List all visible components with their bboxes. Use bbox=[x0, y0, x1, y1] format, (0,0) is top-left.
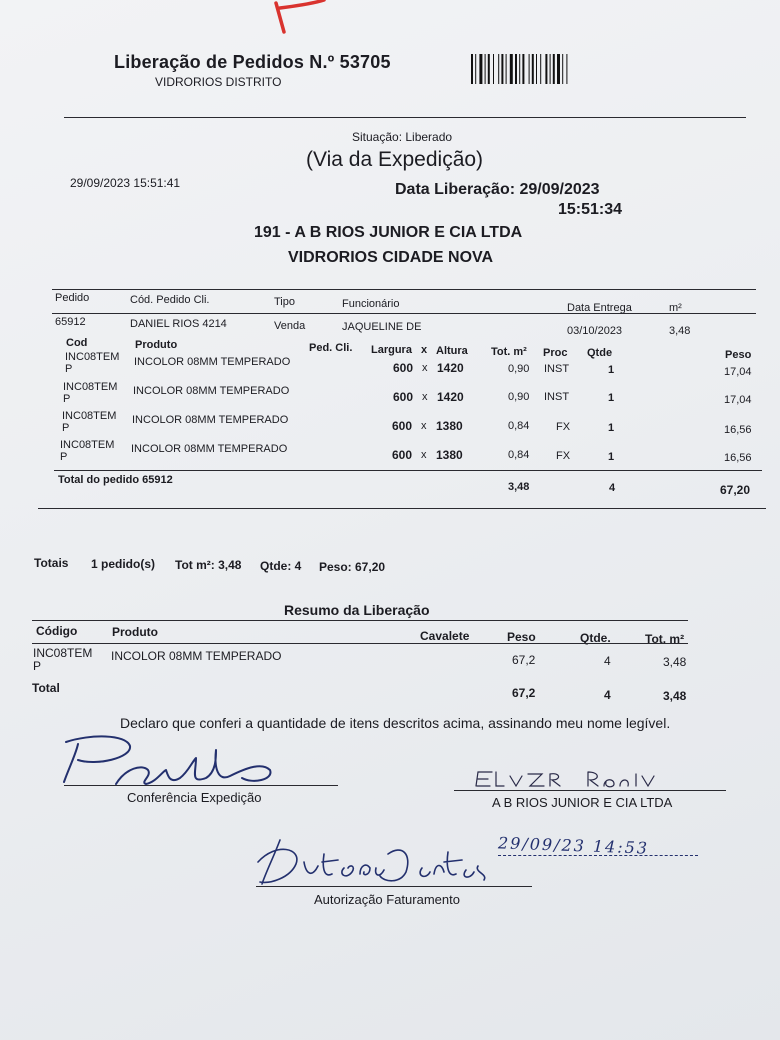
row-cod-line2: P bbox=[60, 451, 68, 463]
row-tot-m2: 0,90 bbox=[508, 391, 530, 403]
via-label: (Via da Expedição) bbox=[306, 148, 484, 171]
signature-conferencia bbox=[56, 732, 286, 790]
signature-empresa bbox=[470, 766, 660, 792]
barcode-bar bbox=[566, 54, 567, 84]
col-peso: Peso bbox=[725, 349, 752, 361]
row-cod-line1: INC08TEM bbox=[63, 381, 118, 393]
col-altura: Altura bbox=[436, 345, 468, 357]
summary-row-codigo bbox=[33, 647, 92, 673]
col-qtde: Qtde bbox=[587, 347, 613, 359]
barcode-bar bbox=[545, 54, 547, 84]
col-m2: m² bbox=[669, 302, 682, 314]
row-cod-line1: INC08TEM bbox=[62, 410, 117, 422]
barcode-bar bbox=[515, 54, 517, 84]
col-tipo: Tipo bbox=[274, 296, 295, 308]
summary-col-tot-m2: Tot. m² bbox=[645, 632, 685, 646]
row-qtde: 1 bbox=[608, 451, 615, 463]
barcode-bar bbox=[519, 54, 520, 84]
barcode-bar bbox=[475, 54, 476, 84]
row-qtde: 1 bbox=[608, 422, 615, 434]
row-x: x bbox=[422, 391, 428, 403]
row-largura: 600 bbox=[392, 419, 413, 433]
col-cod-pedido-cli: Cód. Pedido Cli. bbox=[130, 294, 210, 306]
row-peso: 16,56 bbox=[724, 452, 752, 464]
signature-autorizacao bbox=[252, 832, 492, 892]
signature-label-empresa: A B RIOS JUNIOR E CIA LTDA bbox=[492, 795, 673, 810]
signature-line bbox=[454, 790, 726, 791]
order-total-m2: 3,48 bbox=[508, 481, 530, 493]
row-cod-line1: INC08TEM bbox=[65, 351, 120, 363]
barcode-bar bbox=[485, 54, 486, 84]
col-ped-cli: Ped. Cli. bbox=[309, 342, 353, 354]
divider bbox=[64, 117, 746, 118]
row-altura: 1380 bbox=[436, 419, 463, 433]
barcode-bar bbox=[557, 54, 560, 84]
col-tot-m2: Tot. m² bbox=[491, 346, 527, 358]
divider bbox=[52, 313, 756, 314]
row-largura: 600 bbox=[393, 361, 414, 375]
row-tot-m2: 0,84 bbox=[508, 449, 530, 461]
store-name: VIDRORIOS CIDADE NOVA bbox=[288, 249, 494, 266]
row-tot-m2: 0,90 bbox=[508, 363, 530, 375]
signature-label-autorizacao: Autorização Faturamento bbox=[314, 892, 460, 907]
row-qtde: 1 bbox=[608, 392, 615, 404]
summary-col-cavalete: Cavalete bbox=[420, 629, 470, 643]
summary-row-peso: 67,2 bbox=[512, 653, 536, 667]
red-pen-mark bbox=[262, 0, 342, 40]
signature-line bbox=[256, 886, 532, 887]
summary-row-produto: INCOLOR 08MM TEMPERADO bbox=[111, 649, 282, 663]
totals-qtde: Qtde: 4 bbox=[260, 559, 302, 573]
summary-total-qtde: 4 bbox=[604, 688, 611, 702]
order-delivery-date: 03/10/2023 bbox=[567, 325, 623, 337]
release-date: Data Liberação: 29/09/2023 bbox=[395, 181, 600, 198]
barcode-bar bbox=[562, 54, 563, 84]
row-tot-m2: 0,84 bbox=[508, 420, 530, 432]
barcode-bar bbox=[553, 54, 555, 84]
summary-total-peso: 67,2 bbox=[512, 686, 536, 700]
row-cod bbox=[65, 351, 119, 375]
order-total-qtde: 4 bbox=[609, 482, 616, 494]
signature-label-conferencia: Conferência Expedição bbox=[127, 790, 262, 805]
barcode-bar bbox=[501, 54, 503, 84]
row-cod bbox=[63, 381, 117, 405]
handwritten-date: 29/09/23 14:53 bbox=[497, 833, 650, 858]
row-altura: 1380 bbox=[436, 448, 463, 462]
barcode-icon bbox=[470, 52, 590, 86]
row-altura: 1420 bbox=[437, 390, 464, 404]
row-proc: INST bbox=[544, 391, 570, 403]
row-x: x bbox=[422, 362, 428, 374]
row-peso: 17,04 bbox=[724, 366, 752, 378]
barcode-bar bbox=[471, 54, 473, 84]
order-total-peso: 67,20 bbox=[720, 483, 751, 497]
status-text: Situação: Liberado bbox=[352, 130, 453, 144]
row-cod-line2: P bbox=[65, 363, 73, 375]
row-cod bbox=[62, 410, 116, 434]
row-proc: FX bbox=[556, 450, 571, 462]
summary-row-tot-m2: 3,48 bbox=[663, 655, 687, 669]
barcode-bar bbox=[522, 54, 524, 84]
divider bbox=[32, 620, 688, 621]
row-cod bbox=[60, 439, 114, 463]
row-x: x bbox=[421, 449, 427, 461]
row-proc: FX bbox=[556, 421, 571, 433]
summary-title: Resumo da Liberação bbox=[284, 602, 430, 618]
row-altura: 1420 bbox=[437, 361, 464, 375]
barcode-bar bbox=[550, 54, 551, 84]
barcode-bar bbox=[506, 54, 507, 84]
date-underline bbox=[498, 855, 698, 856]
col-proc: Proc bbox=[543, 347, 568, 359]
barcode-bar bbox=[488, 54, 490, 84]
col-data-entrega: Data Entrega bbox=[567, 302, 632, 314]
totals-m2: Tot m²: 3,48 bbox=[175, 558, 242, 572]
order-m2: 3,48 bbox=[669, 325, 691, 337]
order-client-code: DANIEL RIOS 4214 bbox=[130, 318, 227, 330]
row-largura: 600 bbox=[392, 448, 413, 462]
col-cod: Cod bbox=[66, 337, 88, 349]
order-number: 65912 bbox=[55, 316, 86, 328]
totals-label: Totais bbox=[34, 556, 69, 570]
barcode-bar bbox=[529, 54, 530, 84]
divider bbox=[38, 508, 766, 509]
row-qtde: 1 bbox=[608, 364, 615, 376]
barcode-bar bbox=[498, 54, 499, 84]
row-proc: INST bbox=[544, 363, 570, 375]
row-produto: INCOLOR 08MM TEMPERADO bbox=[133, 385, 290, 397]
summary-total-label: Total bbox=[32, 681, 60, 695]
barcode-bar bbox=[536, 54, 537, 84]
row-produto: INCOLOR 08MM TEMPERADO bbox=[131, 443, 288, 455]
order-total-label: Total do pedido 65912 bbox=[58, 474, 173, 486]
summary-col-peso: Peso bbox=[507, 630, 536, 644]
row-cod-line2: P bbox=[63, 393, 71, 405]
barcode-bar bbox=[510, 54, 513, 84]
summary-col-qtde: Qtde. bbox=[580, 631, 611, 645]
signature-line bbox=[64, 785, 338, 786]
col-funcionario: Funcionário bbox=[342, 298, 400, 310]
col-x: x bbox=[421, 344, 428, 356]
barcode-bar bbox=[493, 54, 494, 84]
row-peso: 16,56 bbox=[724, 424, 752, 436]
printed-timestamp: 29/09/2023 15:51:41 bbox=[70, 176, 181, 190]
row-cod-line1: INC08TEM bbox=[60, 439, 115, 451]
company-name: VIDRORIOS DISTRITO bbox=[155, 75, 282, 89]
summary-col-codigo: Código bbox=[36, 624, 78, 638]
summary-total-tot-m2: 3,48 bbox=[663, 689, 687, 703]
summary-col-produto: Produto bbox=[112, 625, 158, 639]
row-peso: 17,04 bbox=[724, 394, 752, 406]
barcode-bar bbox=[532, 54, 534, 84]
document-title: Liberação de Pedidos N.º 53705 bbox=[114, 52, 391, 72]
totals-orders: 1 pedido(s) bbox=[91, 557, 156, 571]
totals-peso: Peso: 67,20 bbox=[319, 560, 386, 574]
col-produto: Produto bbox=[135, 339, 178, 351]
summary-row-qtde: 4 bbox=[604, 654, 611, 668]
col-pedido: Pedido bbox=[55, 292, 90, 304]
col-largura: Largura bbox=[371, 344, 412, 356]
row-largura: 600 bbox=[393, 390, 414, 404]
divider bbox=[54, 470, 762, 471]
row-produto: INCOLOR 08MM TEMPERADO bbox=[132, 414, 289, 426]
declaration-text: Declaro que conferi a quantidade de itens descritos acima, assinando meu nome legível. bbox=[120, 715, 671, 731]
summary-cod-line2: P bbox=[33, 659, 42, 673]
order-type: Venda bbox=[274, 320, 306, 332]
summary-cod-line1: INC08TEM bbox=[33, 646, 93, 660]
divider bbox=[32, 643, 688, 644]
row-cod-line2: P bbox=[62, 422, 70, 434]
row-produto: INCOLOR 08MM TEMPERADO bbox=[134, 356, 291, 368]
order-employee: JAQUELINE DE bbox=[342, 321, 422, 333]
release-time: 15:51:34 bbox=[558, 201, 623, 218]
client-name: 191 - A B RIOS JUNIOR E CIA LTDA bbox=[254, 224, 523, 241]
barcode-bar bbox=[540, 54, 541, 84]
barcode-bar bbox=[479, 54, 482, 84]
divider bbox=[52, 289, 756, 290]
row-x: x bbox=[421, 420, 427, 432]
